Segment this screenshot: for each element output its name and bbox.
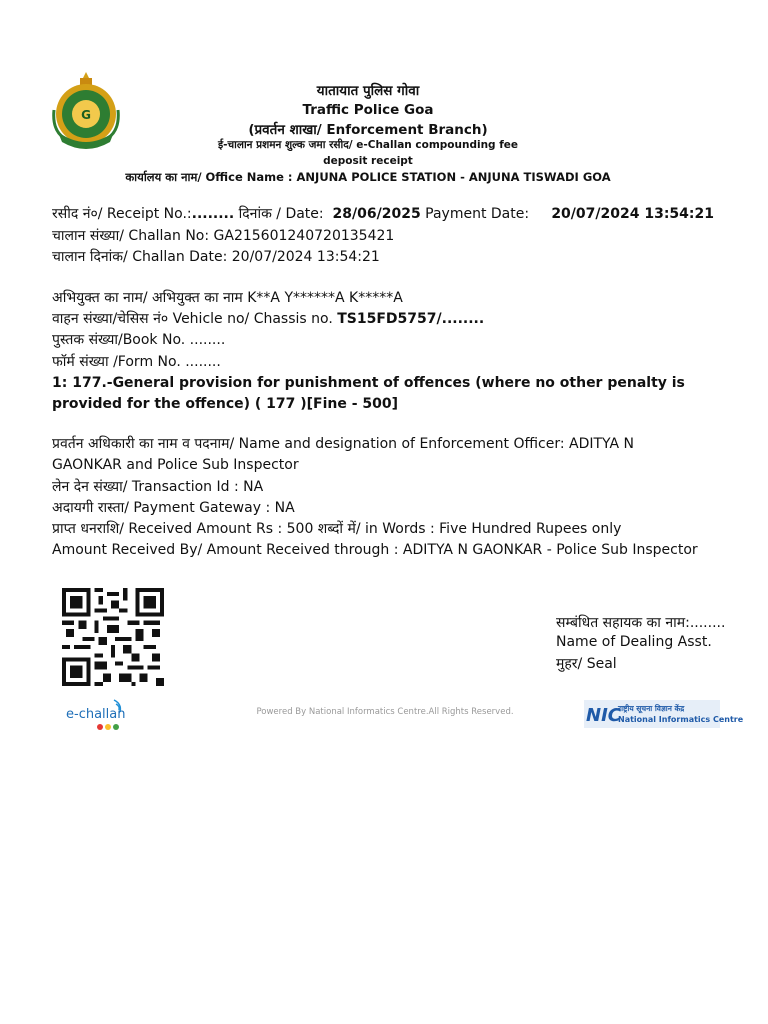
vehicle-no: TS15FD5757/........ bbox=[337, 311, 485, 327]
echallan-logo-icon bbox=[62, 698, 130, 732]
enforcement-officer: प्रवर्तन अधिकारी का नाम व पदनाम/ Name and designation of Enforcement Officer: ADITYA N GAONKAR and Police Sub Inspector bbox=[52, 436, 635, 473]
form-no: फॉर्म संख्या /Form No. ........ bbox=[52, 354, 221, 370]
received-amount: प्राप्त धनराशि/ Received Amount Rs : 500 शब्दों में/ in Words : Five Hundred Rupees only bbox=[52, 521, 622, 537]
hindi-title: यातायात पुलिस गोवा bbox=[316, 83, 420, 99]
receipt-date: 28/06/2025 bbox=[332, 206, 421, 222]
challan-no: चालान संख्या/ Challan No: GA215601240720135421 bbox=[52, 228, 395, 244]
receipt-label: रसीद नं०/ Receipt No.: bbox=[52, 206, 192, 222]
seal-label: मुहर/ Seal bbox=[556, 656, 617, 672]
payment-gateway: अदायगी रास्ता/ Payment Gateway : NA bbox=[52, 500, 295, 516]
qr-code-icon bbox=[62, 588, 164, 686]
received-by: Amount Received By/ Amount Received through : ADITYA N GAONKAR - Police Sub Inspector bbox=[52, 542, 698, 558]
office-name: कार्यालय का नाम/ Office Name : ANJUNA POLICE STATION - ANJUNA TISWADI GOA bbox=[125, 170, 611, 184]
echallan-logo-text: e-challan bbox=[66, 707, 126, 722]
powered-by-text: Powered By National Informatics Centre.All Rights Reserved. bbox=[256, 707, 514, 717]
accused-name: अभियुक्त का नाम/ अभियुक्त का नाम K**A Y******A K*****A bbox=[52, 290, 403, 306]
nic-logo-icon bbox=[584, 700, 744, 728]
dealing-asst: Name of Dealing Asst. bbox=[556, 634, 712, 650]
date-label: दिनांक / Date: bbox=[234, 206, 333, 222]
page-title: Traffic Police Goa bbox=[302, 102, 434, 118]
book-no: पुस्तक संख्या/Book No. ........ bbox=[52, 332, 226, 348]
nic-english-text: National Informatics Centre bbox=[618, 715, 744, 724]
dealing-asst-hindi: सम्बंधित सहायक का नाम:........ bbox=[556, 615, 726, 631]
challan-date: चालान दिनांक/ Challan Date: 20/07/2024 13:54:21 bbox=[52, 249, 380, 265]
receipt-type-line-2: deposit receipt bbox=[323, 155, 413, 167]
svg-text:G: G bbox=[81, 108, 91, 122]
receipt-no: ........ bbox=[191, 206, 235, 222]
nic-logo-text: NIC bbox=[586, 705, 621, 726]
vehicle-label: वाहन संख्या/चेसिस नं० Vehicle no/ Chassis no. bbox=[52, 311, 338, 327]
receipt-line bbox=[52, 204, 714, 224]
branch-title: (प्रवर्तन शाखा/ Enforcement Branch) bbox=[248, 122, 488, 138]
payment-date: 20/07/2024 13:54:21 bbox=[551, 206, 714, 222]
vehicle-line bbox=[52, 309, 484, 329]
transaction-id: लेन देन संख्या/ Transaction Id : NA bbox=[52, 479, 264, 495]
receipt-type-line-1: ई-चालान प्रशमन शुल्क जमा रसीद/ e-Challan compounding fee bbox=[217, 139, 519, 151]
offence-description: 1: 177.-General provision for punishment of offences (where no other penalty is provided for the offence) ( 177 )[Fine - 500] bbox=[52, 375, 685, 412]
nic-hindi-text: राष्ट्रीय सूचना विज्ञान केंद्र bbox=[618, 704, 685, 713]
payment-date-label: Payment Date: bbox=[420, 206, 552, 222]
